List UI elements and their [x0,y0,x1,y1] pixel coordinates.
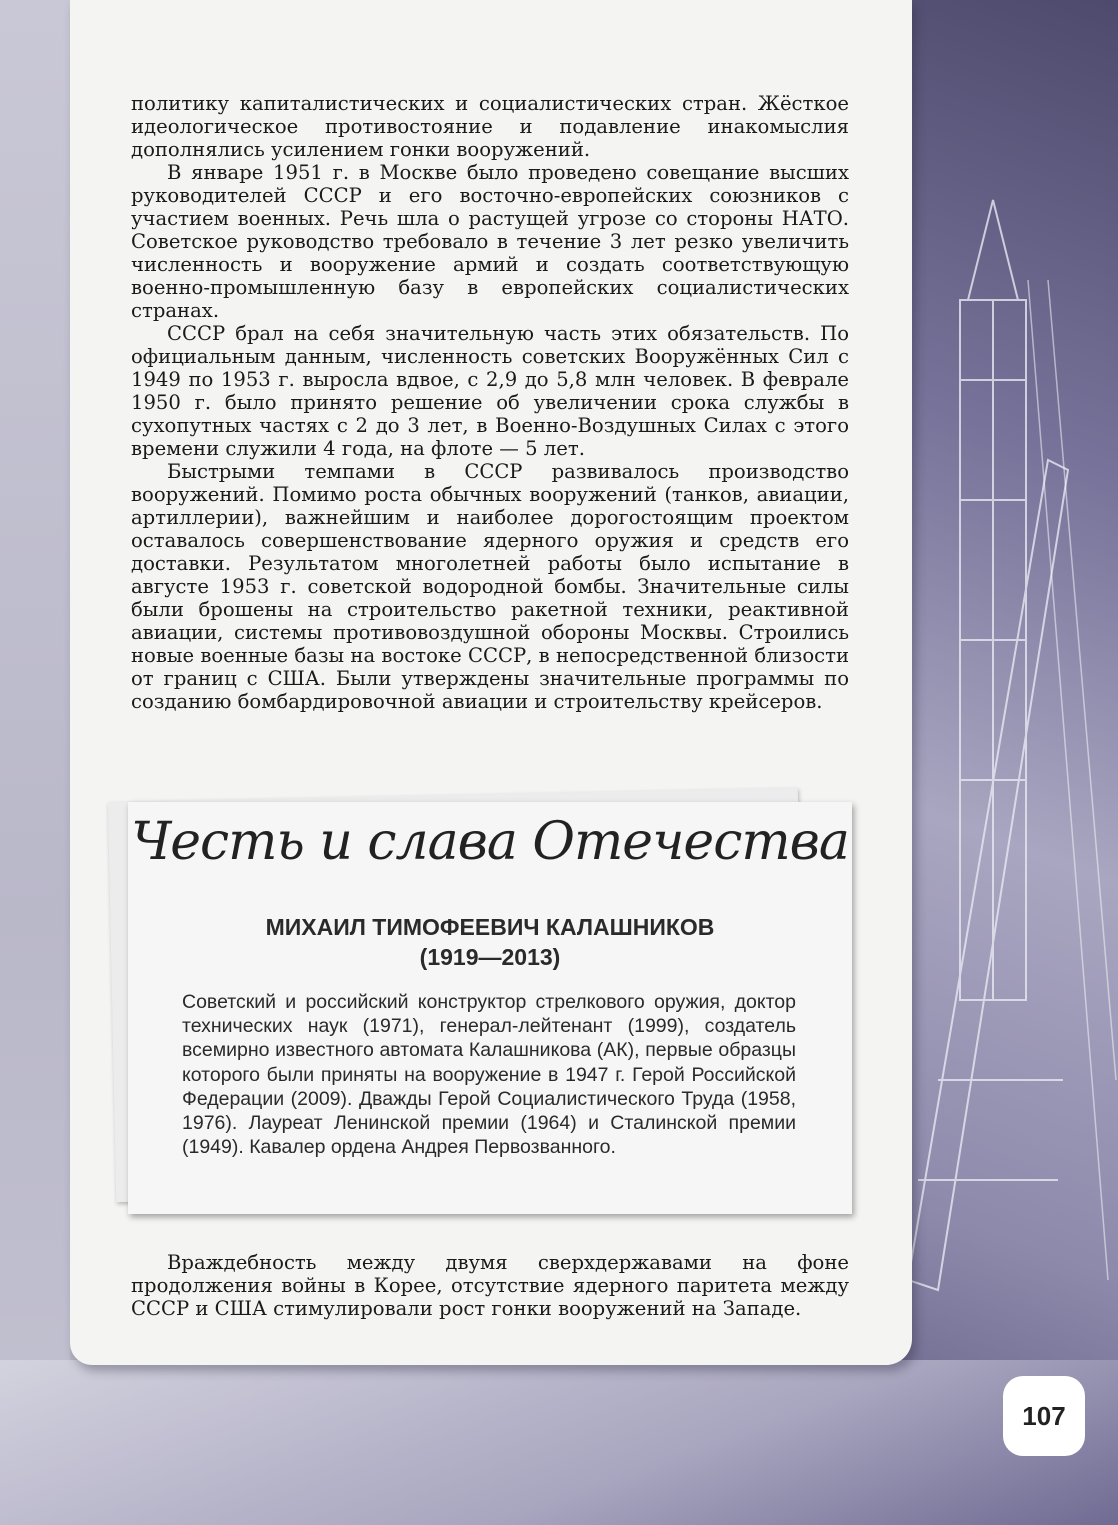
sidebar-heading: Честь и слава Отечества [131,812,849,872]
paragraph: политику капиталистических и социалистических стран. Жёсткое идеологическое противостояние и подавление инакомыслия дополнялись усилением гонки вооружений. [131,92,849,161]
paragraph: СССР брал на себя значительную часть этих обязательств. По официальным данным, численность советских Вооружённых Сил с 1949 по 1953 г. выросла вдвое, с 2,9 до 5,8 млн человек. В феврале 1950 г. было принято решение об увеличении срока службы в сухопутных частях с 2 до 3 лет, в Военно-Воздушных Силах с этого времени служили 4 года, на флоте — 5 лет. [131,322,849,460]
background-left [0,0,70,1525]
closing-paragraph: Враждебность между двумя сверхдержавами на фоне продолжения войны в Корее, отсутствие ядерного паритета между СССР и США стимулировали рост гонки вооружений на Западе. [131,1251,849,1320]
rocket-illustration [898,180,1118,1360]
main-text [131,92,849,713]
bio-name: МИХАИЛ ТИМОФЕЕВИЧ КАЛАШНИКОВ [265,914,715,940]
bio-title [128,912,852,972]
background-bottom [0,1360,1118,1525]
paragraph: Быстрыми темпами в СССР развивалось производство вооружений. Помимо роста обычных вооружений (танков, авиации, артиллерии), важнейшим и наиболее дорогостоящим проектом оставалось совершенствование ядерного оружия и средств его доставки. Результатом многолетней работы было испытание в августе 1953 г. советской водородной бомбы. Значительные силы были брошены на строительство ракетной техники, реактивной авиации, системы противовоздушной обороны Москвы. Строились новые военные базы на востоке СССР, в непосредственной близости от границ с США. Были утверждены значительные программы по созданию бомбардировочной авиации и строительству крейсеров. [131,460,849,713]
bio-years: (1919—2013) [419,944,561,970]
paragraph: В январе 1951 г. в Москве было проведено совещание высших руководителей СССР и его восточно-европейских союзников с участием военных. Речь шла о растущей угрозе со стороны НАТО. Советское руководство требовало в течение 3 лет резко увеличить численность и вооружение армий и создать соответствующую военно-промышленную базу в европейских социалистических странах. [131,161,849,322]
page-number: 107 [1003,1376,1085,1456]
bio-text: Советский и российский конструктор стрелкового оружия, доктор технических наук (1971), генерал-лейтенант (1999), создатель всемирно известного автомата Калашникова (АК), первые образцы которого были приняты на вооружение в 1947 г. Герой Российской Федерации (2009). Дважды Герой Социалистического Труда (1958, 1976). Лауреат Ленинской премии (1964) и Сталинской премии (1949). Кавалер ордена Андрея Первозванного. [182,991,796,1159]
